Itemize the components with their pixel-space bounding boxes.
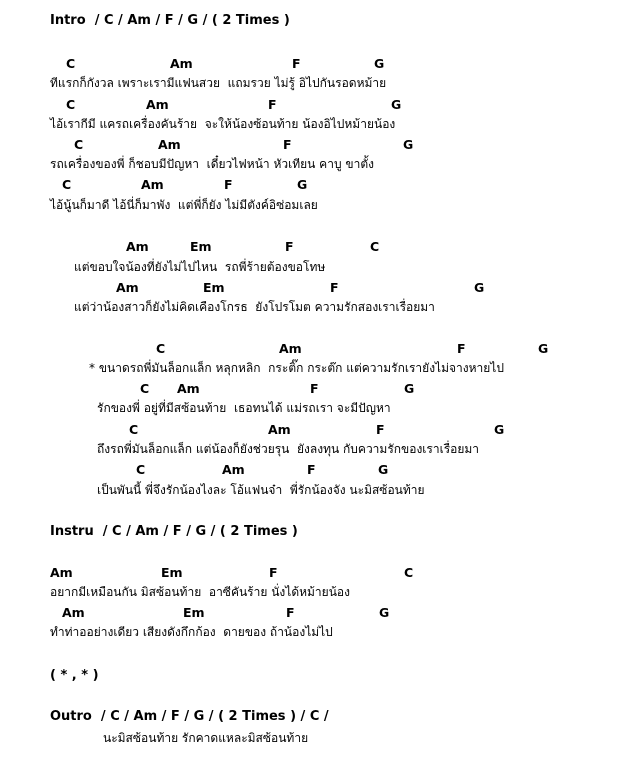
chord: C [66, 56, 76, 71]
chord: G [374, 56, 385, 71]
instru-heading: Instru / C / Am / F / G / ( 2 Times ) [50, 524, 298, 539]
chord: C [66, 97, 76, 112]
chord: C [404, 565, 414, 580]
lyric-line: ถึงรถพี่มันล็อกแล็ก แต่น้องก็ยังช่วยรุน ยังลงทุน กับความรักของเราเรื่อยมา [97, 442, 480, 456]
chord: Am [62, 605, 85, 620]
chord: F [292, 56, 301, 71]
lyric-line: ไอ้เรากีมี แครถเครื่องคันร้าย จะให้น้องซ้อนท้าย น้องอิไปหม้ายน้อง [50, 117, 396, 131]
chord: Am [50, 565, 73, 580]
chord: G [379, 605, 390, 620]
chord: F [224, 177, 233, 192]
chord: G [403, 137, 414, 152]
chord: Em [203, 280, 225, 295]
chord: Am [146, 97, 169, 112]
lyric-line: รักของพี่ อยู่ที่มีสซ้อนท้าย เธอทนได้ แม่รถเรา จะมีปัญหา [97, 401, 391, 415]
chord: C [370, 239, 380, 254]
chord: F [310, 381, 319, 396]
chord: Am [268, 422, 291, 437]
chord: G [538, 341, 549, 356]
chord: C [62, 177, 72, 192]
chord: Am [170, 56, 193, 71]
intro-heading: Intro / C / Am / F / G / ( 2 Times ) [50, 13, 290, 28]
chord: G [297, 177, 308, 192]
chord: F [268, 97, 277, 112]
repeat-marker: ( * , * ) [50, 668, 99, 683]
chord: F [283, 137, 292, 152]
lyric-line: เป็นพันนี้ พี่จึงรักน้องไงละ โอ้แฟนจ๋า พี่รักน้องจัง นะมิสซ้อนท้าย [97, 483, 425, 497]
chord: G [391, 97, 402, 112]
chord: F [285, 239, 294, 254]
lyric-line: แต่ขอบใจน้องที่ยังไม่ไปไหน รถพี่ร้ายต้องขอโทษ [74, 260, 326, 274]
chord: Am [126, 239, 149, 254]
lyric-line: แต่ว่าน้องสาวก็ยังไม่คิดเคืองโกรธ ยังโปรโมต ความรักสองเราเรื่อยมา [74, 300, 435, 314]
lyric-line: นะมิสซ้อนท้าย รักคาดแหละมิสซ้อนท้าย [103, 731, 309, 745]
outro-heading: Outro / C / Am / F / G / ( 2 Times ) / C / [50, 709, 329, 724]
chord: C [74, 137, 84, 152]
chord: Am [177, 381, 200, 396]
chord: G [494, 422, 505, 437]
chord: G [378, 462, 389, 477]
chord: Am [279, 341, 302, 356]
chord: Am [116, 280, 139, 295]
chord: C [140, 381, 150, 396]
chord: F [376, 422, 385, 437]
chord: G [404, 381, 415, 396]
chord: Em [190, 239, 212, 254]
chord: C [129, 422, 139, 437]
chord: C [156, 341, 166, 356]
chord: Em [161, 565, 183, 580]
lyric-line: * ขนาดรถพี่มันล็อกแล็ก หลุกหลิก กระติ๊ก กระต๊ก แต่ความรักเรายังไม่จางหายไป [89, 361, 504, 375]
chord: F [330, 280, 339, 295]
lyric-line: ไอ้นู้นก็มาดี ไอ้นี่ก็มาพัง แต่พี่ก็ยัง ไม่มีตังค์อิซ่อมเลย [50, 198, 318, 212]
chord: F [286, 605, 295, 620]
chord: G [474, 280, 485, 295]
lyric-line: ทำท่าออย่างเดียว เสียงดังกึกก้อง ดายของ ถ้าน้องไม่ไป [50, 625, 333, 639]
chord: C [136, 462, 146, 477]
lyric-line: อยากมีเหมือนกัน มิสซ้อนท้าย อาซีคันร้าย นั่งได้หม้ายน้อง [50, 585, 350, 599]
chord: F [307, 462, 316, 477]
chord: Am [222, 462, 245, 477]
lyric-line: ทีแรกก็กังวล เพราะเรามีแฟนสวย แถมรวย ไม่รู้ อิไปกันรอดหม้าย [50, 76, 387, 90]
lyric-line: รถเครื่องของพี่ ก็ชอบมีปัญหา เดี๋ยวไฟหน้า หัวเทียน คาบู ขาตั้ง [50, 157, 374, 171]
chord: F [457, 341, 466, 356]
chord: Am [141, 177, 164, 192]
chord: F [269, 565, 278, 580]
chord: Am [158, 137, 181, 152]
chord: Em [183, 605, 205, 620]
